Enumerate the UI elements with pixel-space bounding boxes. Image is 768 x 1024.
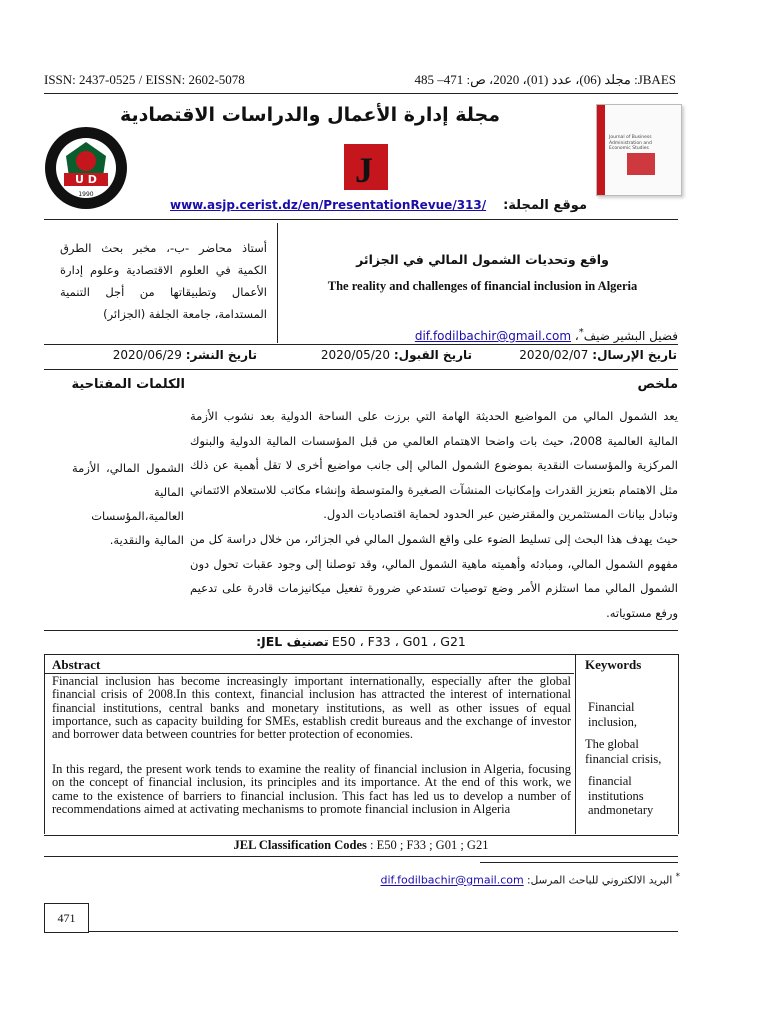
date-sent-value: 2020/02/07 bbox=[519, 348, 589, 362]
jbaes-logo-text: BAES bbox=[386, 159, 395, 181]
english-abstract-heading: Abstract bbox=[52, 657, 101, 672]
english-abstract-para-1: Financial inclusion has become increasingly important internationally, especially after the global financial crisis of 2008.In this context, financial inclusion has attracted the interest of international financial institutions, central banks and monetary institutions, as well as other issues of equal importance, such as capacity building for SMEs, establish credit bureaus and the exchange of investor and borrower data between countries for better protection of economies. bbox=[52, 674, 571, 742]
date-accept bbox=[321, 348, 472, 362]
date-publish-label: تاريخ النشر: bbox=[185, 348, 257, 362]
english-keyword-3: financial institutions andmonetary bbox=[588, 774, 654, 817]
journal-title: مجلة إدارة الأعمال والدراسات الاقتصادية bbox=[119, 104, 500, 126]
website-link[interactable]: www.asjp.cerist.dz/en/PresentationRevue/313/ bbox=[170, 198, 487, 212]
date-accept-label: تاريخ القبول: bbox=[393, 348, 472, 362]
en-box-divider bbox=[575, 654, 576, 834]
jel-english-codes: : E50 ; F33 ; G01 ; G21 bbox=[370, 838, 489, 852]
logo-year: 1990 bbox=[78, 191, 94, 198]
cover-title: Journal of Business Administration and Economic Studies bbox=[609, 135, 652, 151]
arabic-keywords: الشمول المالي، الأزمة المالية العالمية،المؤسسات المالية والنقدية. bbox=[72, 461, 184, 547]
page-bottom-rule bbox=[88, 931, 678, 932]
english-keyword-2: The global financial crisis, bbox=[585, 737, 662, 766]
arabic-abstract-para-2: حيث يهدف هذا البحث إلى تسليط الضوء على واقع الشمول المالي في الجزائر، من خلال دراسة كل من مفهوم الشمول المالي، ومبادئه وأهميته ماهية الشمول المالي، وقد توصلنا إلى وجود عقبات تحول دون الشمول المالي مما استلزم الأمر وضع توصيات تستدعي ضرورة تفعيل ميكانيزمات قادرة على تدعيم ورفع مستوياته. bbox=[190, 532, 678, 620]
author-name: فضيل البشير ضيف bbox=[583, 329, 678, 343]
jbaes-logo-letter: J bbox=[355, 150, 373, 190]
arabic-abstract-para-1: يعد الشمول المالي من المواضيع الحديثة الهامة التي برزت على الساحة الدولية بعد نشوب الأزمة المالية العالمية 2008، حيث بات واضحا الاهتمام العالمي من قبل المؤسسات المالية الدولية والبنوك المركزية والمؤسسات النقدية بموضوع الشمول المالي إلى جانب مواضيع أخرى لا تقل أهمية عن ذلك مثل الاهتمام بتعزيز القدرات وإمكانيات المنشآت الصغيرة والمتوسطة وإنشاء مكاتب للاستعلام الائتماني وتبادل بيانات المستثمرين والمقترضين عبر الحدود لحماية اقتصاديات الدول. bbox=[190, 409, 679, 521]
author-mark: * bbox=[578, 327, 584, 338]
header-rule bbox=[44, 93, 678, 94]
citation-line: JBAES: مجلد (06)، عدد (01)، 2020، ص: 471– 485 bbox=[414, 72, 676, 87]
jel-arabic-codes: E50 ، F33 ، G01 ، G21 bbox=[331, 634, 466, 649]
english-abstract-para-2: In this regard, the present work tends to examine the reality of financial inclusion in Algeria, focusing on the concept of financial inclusion, its principles and its importance. At the end of this work, we came to the existence of barriers to financial inclusion. This fact has led us to develop a number of recommendations aimed at activating mechanisms to promote financial inclusion in Algeria bbox=[52, 762, 571, 816]
author-affiliation: أستاذ محاضر -ب-، مخبر بحث الطرق الكمية في العلوم الاقتصادية وعلوم إدارة الأعمال وتطبيقاتها من أجل التنمية المستدامة، جامعة الجلفة (الجزائر) bbox=[60, 241, 267, 321]
university-logo bbox=[44, 126, 128, 210]
header-column-divider bbox=[277, 223, 278, 343]
en-jel-top-rule bbox=[44, 835, 678, 836]
jel-ar-top-rule bbox=[44, 630, 678, 631]
date-sent bbox=[519, 348, 677, 362]
english-keyword-1: Financial inclusion, bbox=[588, 700, 637, 729]
title-arabic: واقع وتحديات الشمول المالي في الجزائر bbox=[356, 252, 609, 267]
en-box-right-border bbox=[678, 654, 679, 834]
footnote-email-link[interactable]: dif.fodilbachir@gmail.com bbox=[380, 873, 524, 887]
header-bottom-rule bbox=[44, 219, 678, 220]
english-keywords-heading: Keywords bbox=[585, 657, 642, 672]
jel-english-label: JEL Classification Codes bbox=[233, 838, 367, 852]
arabic-abstract-heading: ملخص bbox=[637, 377, 678, 392]
dates-bottom-rule bbox=[44, 369, 678, 370]
jel-arabic-label: تصنيف JEL: bbox=[256, 634, 329, 649]
title-english: The reality and challenges of financial inclusion in Algeria bbox=[327, 279, 638, 293]
date-publish bbox=[113, 348, 257, 362]
page-number: 471 bbox=[44, 903, 89, 933]
jbaes-logo bbox=[342, 138, 396, 194]
footnote bbox=[381, 872, 680, 887]
author-email-link[interactable]: dif.fodilbachir@gmail.com bbox=[414, 329, 572, 343]
jel-arabic bbox=[44, 634, 678, 650]
footnote-mark: * bbox=[675, 872, 680, 882]
footnote-rule bbox=[480, 862, 678, 863]
arabic-keywords-heading: الكلمات المفتاحية bbox=[71, 377, 185, 392]
date-accept-value: 2020/05/20 bbox=[320, 348, 391, 362]
date-sent-label: تاريخ الإرسال: bbox=[592, 348, 677, 362]
footnote-label: البريد الالكتروني للباحث المرسل: bbox=[527, 874, 673, 887]
date-publish-value: 2020/06/29 bbox=[112, 348, 182, 362]
author-line: فضيل البشير ضيف*، dif.fodilbachir@gmail.com bbox=[414, 327, 678, 343]
journal-cover bbox=[596, 104, 682, 196]
dates-top-rule bbox=[44, 344, 678, 345]
logo-letters: U D bbox=[75, 173, 97, 186]
en-jel-bottom-rule bbox=[44, 856, 678, 857]
en-box-left-border bbox=[44, 654, 45, 834]
website-label: موقع المجلة: bbox=[503, 198, 587, 213]
issn-line: ISSN: 2437-0525 / EISSN: 2602-5078 bbox=[44, 72, 245, 87]
en-abstract-top-rule bbox=[44, 654, 678, 655]
jel-english bbox=[44, 838, 678, 853]
